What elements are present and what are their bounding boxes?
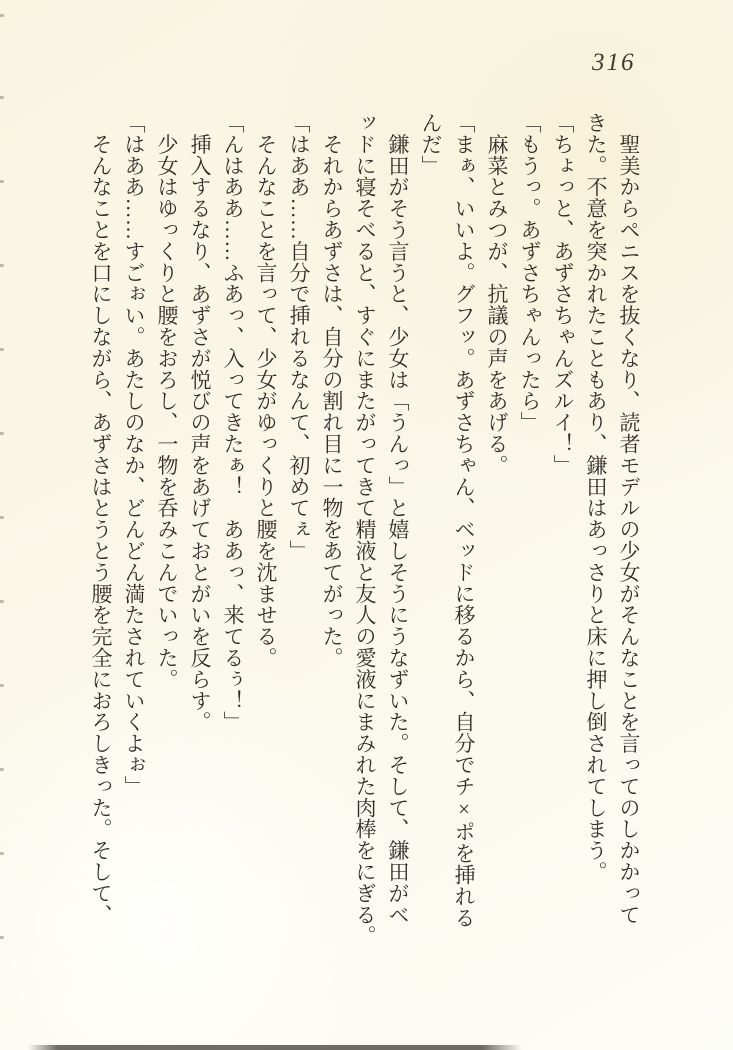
scan-edge-mark: [0, 600, 4, 603]
scan-edge-mark: [0, 264, 4, 267]
page-number: 316: [592, 49, 636, 76]
scan-edge-mark: [0, 936, 4, 939]
text-line: そんなことを言って、少女がゆっくりと腰を沈ませる。: [254, 112, 278, 669]
scan-edge-mark: [0, 180, 4, 183]
text-line: 「もうっ。あずさちゃんったら」: [518, 112, 542, 433]
text-line: ッドに寝そべると、すぐにまたがってきて精液と友人の愛液にまみれた肉棒をにぎる。: [353, 112, 377, 947]
text-block: [84, 112, 645, 964]
scan-edge-mark: [0, 516, 4, 519]
scan-edge-mark: [0, 432, 4, 435]
scan-edge-mark: [0, 684, 4, 687]
text-line: 少女はゆっくりと腰をおろし、一物を呑みこんでいった。: [155, 112, 179, 690]
text-line: 「はああ……すごぉい。あたしのなか、どんどん満たされていくよぉ」: [122, 112, 146, 797]
text-line: 鎌田がそう言うと、少女は「うんっ」と嬉しそうにうなずいた。そして、鎌田がベ: [386, 112, 410, 926]
scan-edge-mark: [0, 348, 4, 351]
scan-edge-mark: [0, 768, 4, 771]
scan-bottom-edge: [28, 1045, 522, 1050]
text-line: 「ちょっと、あずさちゃんズルイ！」: [551, 112, 575, 476]
scan-edge-mark: [0, 852, 4, 855]
text-line: んだ」: [419, 112, 443, 177]
scan-edge-mark: [0, 96, 4, 99]
text-line: 挿入するなり、あずさが悦びの声をあげておとがいを反らす。: [188, 112, 212, 733]
scan-edge-mark: [0, 14, 4, 17]
text-line: 聖美からペニスを抜くなり、読者モデルの少女がそんなことを言ってのしかかって: [617, 112, 641, 926]
text-line: そんなことを口にしながら、あずさはとうとう腰を完全におろしきった。そして、: [89, 112, 113, 926]
text-line: 「まぁ、いいよ。グフッ。あずさちゃん、ベッドに移るから、自分でチ×ポを挿れる: [452, 112, 476, 929]
text-line: 「はああ……自分で挿れるなんて、初めてぇ」: [287, 112, 311, 562]
text-line: 「んはああ……ふあっ、入ってきたぁ！ ああっ、来てるぅ！」: [221, 112, 245, 733]
text-line: きた。不意を突かれたこともあり、鎌田はあっさりと床に押し倒されてしまう。: [584, 112, 608, 883]
text-line: 麻菜とみつが、抗議の声をあげる。: [485, 112, 509, 476]
text-line: それからあずさは、自分の割れ目に一物をあてがった。: [320, 112, 344, 669]
